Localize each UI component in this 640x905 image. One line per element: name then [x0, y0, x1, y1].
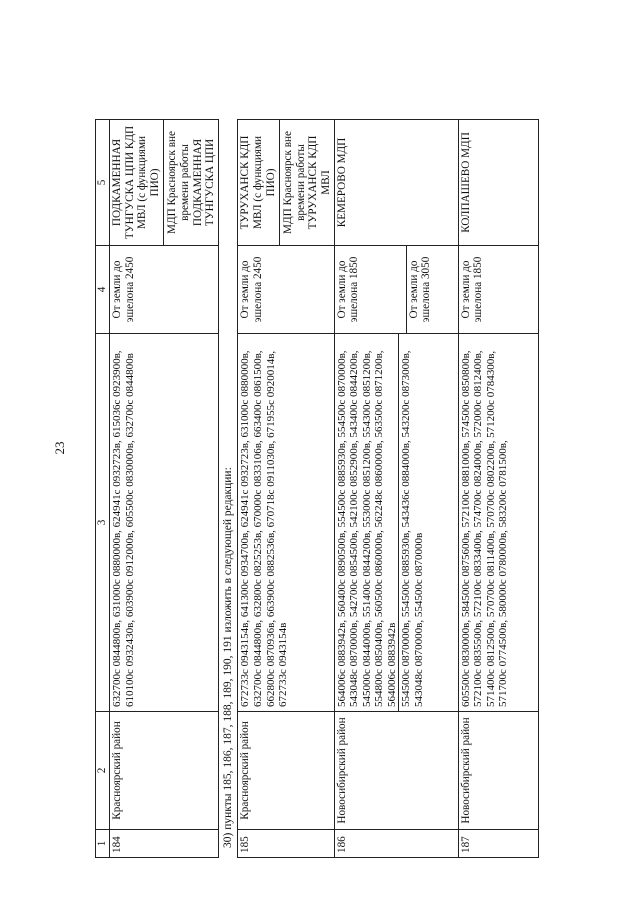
- atc-unit-main: КЕМЕРОВО МДП: [335, 137, 348, 228]
- atc-unit-main: КОЛПАШЕВО МДП: [459, 132, 472, 233]
- coordinates-zone-a: 564006с 0883942в, 560400с 0890500в, 554500с 0885930в, 554500с 0870000в, 543048с 0870000в, 542700с 0854500в, 542100с 0852900в, 543400с 0844200в, 545000с 0844000в, 551400с 0844200в, 553000с 0851200в, 554300с 0851200в, 554800с 0850400в, 560500с 0860000в, 562248с 0860000в, 563500с 0871200в, 564006с 0883942в: [335, 350, 398, 707]
- coordinates: 672733с 0943154в, 641300с 0934700в, 624941с 0932723в, 631000с 0880000в, 632700с 0844800в, 632800с 0825253в, 670000с 0833106в, 663400с 0861500в, 662800с 0870936в, 663900с 0882536в, 670718с 0911030в, 671955с 0920014в, 672733с 0943154в: [238, 334, 334, 712]
- atc-unit-main: ТУРУХАНСК КДП МВЛ (с функциями ПИО): [239, 135, 277, 230]
- header-col-3: 3: [96, 334, 110, 712]
- region-name: Новосибирский район: [334, 712, 458, 830]
- altitude-zone-b: От земли до эшелона 3050: [406, 246, 434, 333]
- table-row-187: [458, 120, 538, 858]
- coordinates: [334, 334, 458, 712]
- table-row-186: [334, 120, 458, 858]
- region-name: Новосибирский район: [458, 712, 538, 830]
- row-number: 186: [334, 830, 458, 858]
- region-name: Красноярский район: [110, 712, 219, 830]
- altitude-range: [334, 246, 458, 334]
- table-row-185: [238, 120, 334, 858]
- atc-unit-main: ПОДКАМЕННАЯ ТУНГУСКА ЦПИ КДП МВЛ (с функциями ПИО): [111, 125, 161, 240]
- atc-unit-alternate: МДП Красноярск вне времени работы ТУРУХАНСК КДП МВЛ: [279, 120, 332, 245]
- altitude-range: От земли до эшелона 2450: [238, 246, 334, 334]
- atc-unit: [238, 120, 334, 246]
- header-col-2: 2: [96, 712, 110, 830]
- landscape-page: [95, 28, 600, 858]
- table-top: [95, 119, 219, 858]
- atc-unit: [334, 120, 458, 246]
- row-number: 187: [458, 830, 538, 858]
- coordinates: 605500с 0830000в, 584500с 0875600в, 572100с 0881000в, 574500с 0850800в, 572100с 0835500в, 572100с 0833400в, 574700с 0824000в, 572000с 0812400в, 571400с 0812500в, 570700с 0811400в, 570700с 0802200в, 571200с 0784300в, 571700с 0774500в, 580000с 0780000в, 583200с 0781500в,: [458, 334, 538, 712]
- header-col-1: 1: [96, 830, 110, 858]
- header-col-4: 4: [96, 246, 110, 334]
- header-col-5: 5: [96, 120, 110, 246]
- row-number: 184: [110, 830, 219, 858]
- atc-unit: [110, 120, 219, 246]
- altitude-zone-a: От земли до эшелона 1850: [335, 256, 361, 323]
- atc-unit: [458, 120, 538, 246]
- table-bottom: [237, 119, 538, 858]
- coordinates-zone-b: 554500с 0870000в, 554500с 0885930в, 543436с 0884000в, 543200с 0873000в, 543048с 0870000в, 554500с 0870000в: [398, 334, 426, 711]
- altitude-range: От земли до эшелона 2450: [110, 246, 219, 334]
- region-name: Красноярский район: [238, 712, 334, 830]
- coordinates: 632700с 0844800в, 631000с 0880000в, 624941с 0932723в, 615036с 0923900в, 610100с 0932430в, 603900с 0912000в, 605500с 0830000в, 632700с 0844800в: [110, 334, 219, 712]
- row-number: 185: [238, 830, 334, 858]
- page-number: 23: [52, 441, 67, 455]
- amendment-note: 30) пункты 185, 186, 187, 188, 189, 190, 191 изложить в следующей редакции:: [221, 467, 234, 848]
- table-row-184: [110, 120, 219, 858]
- table-header-row: [96, 120, 110, 858]
- altitude-range: От земли до эшелона 1850: [458, 246, 538, 334]
- atc-unit-alternate: МДП Красноярск вне времени работы ПОДКАМЕННАЯ ТУНГУСКА ЦПИ: [163, 120, 216, 245]
